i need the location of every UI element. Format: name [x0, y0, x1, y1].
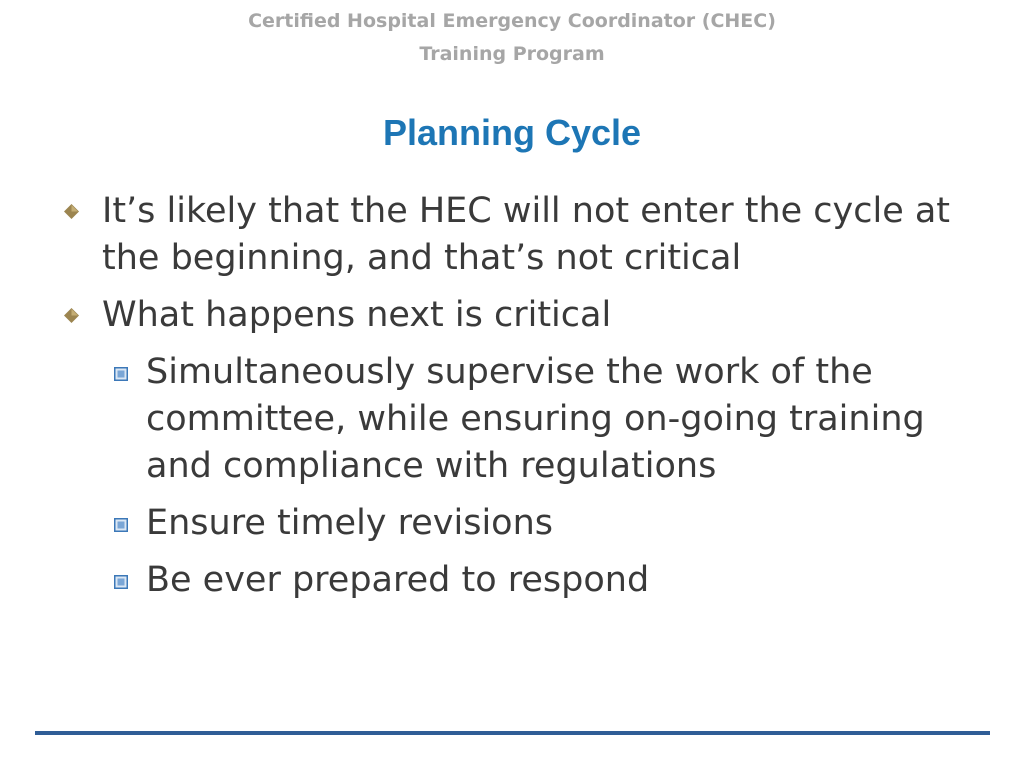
header-line-1: Certified Hospital Emergency Coordinator (CHEC) [248, 10, 776, 32]
sub-bullet-text: Be ever prepared to respond [146, 560, 650, 600]
slide-title: Planning Cycle [382, 112, 642, 153]
square-bullet-icon [114, 367, 128, 381]
diamond-bullet-icon [64, 308, 79, 323]
sub-bullet-text: Simultaneously supervise the work of the committee, while ensuring on-going training and compliance with regulations [146, 352, 925, 486]
header-line-2: Training Program [419, 43, 605, 65]
slide-header [0, 5, 1024, 71]
bullet-list [0, 188, 1024, 614]
bullet-item [0, 188, 1024, 282]
square-bullet-icon [114, 518, 128, 532]
footer-divider [35, 731, 990, 735]
sub-bullet-item [0, 500, 1024, 547]
sub-bullet-item [0, 349, 1024, 490]
bullet-item [0, 292, 1024, 339]
sub-bullet-text: Ensure timely revisions [146, 503, 554, 543]
sub-bullet-item [0, 557, 1024, 604]
square-bullet-icon [114, 575, 128, 589]
bullet-text: It’s likely that the HEC will not enter the cycle at the beginning, and that’s not critical [102, 191, 951, 278]
diamond-bullet-icon [64, 204, 79, 219]
bullet-text: What happens next is critical [102, 295, 612, 335]
